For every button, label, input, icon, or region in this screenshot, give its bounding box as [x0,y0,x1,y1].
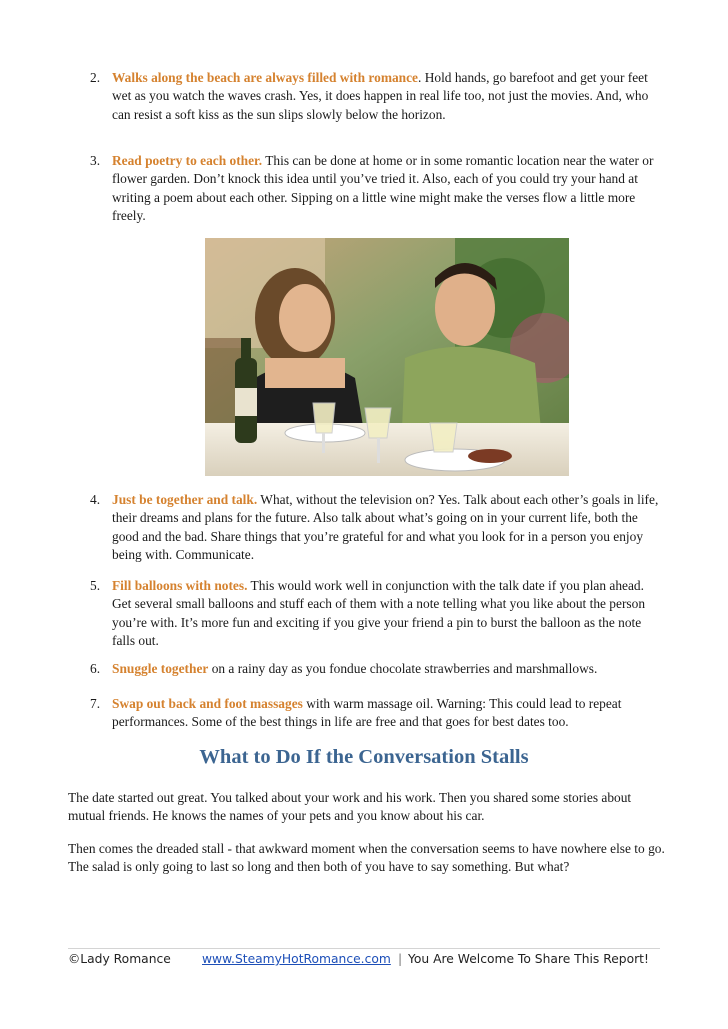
item-text: with warm massage oil. Warning: This could lead to repeat performances. Some of the best things in life are free and that goes for best dates too. [112,696,622,730]
footer-website-link[interactable]: www.SteamyHotRomance.com [202,952,391,966]
list-item-walks-beach [90,69,662,124]
list-item-be-together [90,491,662,565]
item-text: . Hold hands, go barefoot and get your feet wet as you watch the waves crash. Yes, it does happen in real life too, not just the movies. And, who can resist a soft kiss as the sun slips slowly below the horizon. [112,70,649,122]
list-item-fill-balloons [90,577,662,651]
item-number: 5. [90,578,101,593]
section-heading: What to Do If the Conversation Stalls [199,746,529,768]
couple-dining-photo [205,238,569,476]
item-highlight: Snuggle together [112,661,209,676]
item-text: on a rainy day as you fondue chocolate strawberries and marshmallows. [208,661,598,676]
item-number: 3. [90,153,101,168]
item-number: 4. [90,492,101,507]
footer-divider [68,948,660,949]
list-item-read-poetry [90,152,662,226]
footer-share-text: You Are Welcome To Share This Report! [408,952,649,966]
list-item-massages [90,695,662,732]
paragraph: The date started out great. You talked about your work and his work. Then you shared some stories about mutual friends. He knows the names of your pets and you know about his car. [68,790,632,824]
footer-copyright: ©Lady Romance [68,952,171,966]
item-highlight: Read poetry to each other. [112,153,263,168]
list-item-snuggle [90,660,662,678]
item-text: This can be done at home or in some romantic location near the water or flower garden. Don’t knock this idea until you’ve tried it. Also, each of you could try your hand at writing a poem about each other. Sipping on a little wine might make the verses flow a little more freely. [112,153,654,224]
item-number: 2. [90,70,101,85]
item-number: 6. [90,661,101,676]
item-text: This would work well in conjunction with the talk date if you plan ahead. Get several small balloons and stuff each of them with a note telling what you like about the person you’re with. It’s more fun and exciting if you give your friend a pin to burst the balloon as the note falls out. [112,578,646,649]
footer [68,952,668,972]
item-highlight: Swap out back and foot massages [112,696,303,711]
photo-illustration [205,238,569,476]
paragraph: Then comes the dreaded stall - that awkward moment when the conversation seems to have nowhere else to go. The salad is only going to last so long and then both of you have to say something. But what? [68,841,665,875]
item-text: What, without the television on? Yes. Talk about each other’s goals in life, their dreams and plans for the future. Also talk about what’s going on in your current life, both the good and the bad. Share things that you’re grateful for and what you look for in a person you enjoy being with. Communicate. [112,492,659,563]
item-number: 7. [90,696,101,711]
item-highlight: Walks along the beach are always filled with romance [112,70,419,85]
item-highlight: Fill balloons with notes. [112,578,248,593]
footer-separator: | [398,952,403,966]
item-highlight: Just be together and talk. [112,492,258,507]
